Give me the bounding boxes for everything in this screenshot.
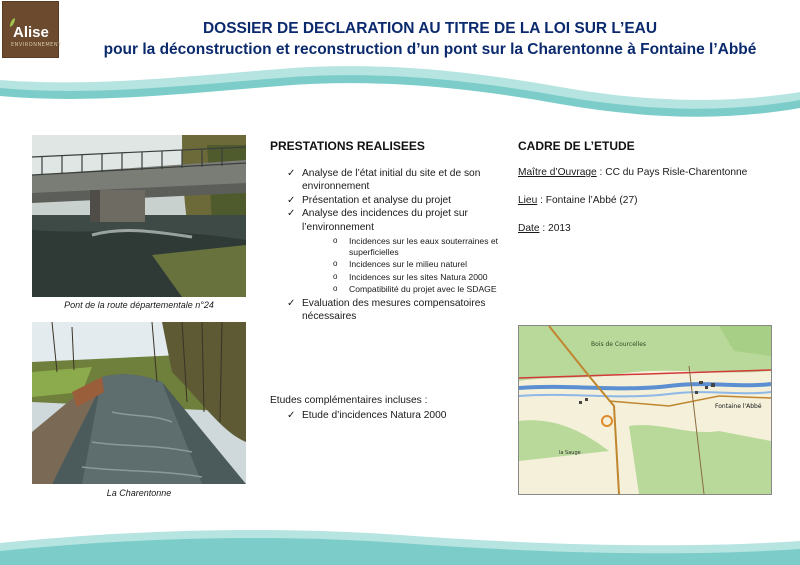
- maitre-ouvrage-line: [518, 167, 747, 178]
- list-item: [285, 207, 500, 234]
- river-photo: [32, 322, 246, 484]
- circle-bullet-icon: o: [333, 236, 338, 246]
- checkmark-icon: ✓: [287, 194, 296, 206]
- sub-list-item: [333, 259, 500, 270]
- list-item-label: Etude d’incidences Natura 2000: [302, 410, 447, 421]
- prestations-heading: PRESTATIONS REALISEES: [270, 139, 425, 153]
- bridge-photo-caption: Pont de la route départementale n°24: [64, 300, 214, 310]
- checkmark-icon: ✓: [287, 410, 296, 421]
- sub-list-item: [333, 284, 500, 295]
- circle-bullet-icon: o: [333, 271, 338, 281]
- company-logo: [3, 2, 62, 57]
- map-label-bois: Bois de Courcelles: [591, 341, 647, 348]
- list-item-label: Analyse de l’état initial du site et de son environnement: [302, 168, 481, 193]
- sub-item-label: Compatibilité du projet avec le SDAGE: [349, 283, 497, 294]
- logo-subtitle: ENVIRONNEMENT: [11, 42, 62, 48]
- map-label-place: la Sauge: [559, 450, 581, 456]
- date-line: [518, 223, 571, 234]
- lieu-value: : Fontaine l’Abbé (27): [537, 195, 638, 206]
- incidences-sublist: [285, 236, 500, 295]
- extra-studies-list: [285, 409, 500, 422]
- sub-item-label: Incidences sur le milieu naturel: [349, 259, 467, 270]
- title-line-1: DOSSIER DE DECLARATION AU TITRE DE LA LOI SUR L’EAU: [202, 20, 658, 37]
- logo-brand: Alise: [13, 24, 49, 41]
- date-label: Date: [518, 223, 540, 234]
- list-item-label: Evaluation des mesures compensatoires nécessaires: [302, 298, 486, 323]
- checkmark-icon: ✓: [287, 168, 296, 179]
- title-line-2: pour la déconstruction et reconstruction d’un pont sur la Charentonne à Fontaine l’Abbé: [103, 41, 757, 58]
- prestations-list: [285, 167, 500, 324]
- list-item: [285, 194, 500, 207]
- map-label-town: Fontaine l'Abbé: [715, 403, 762, 410]
- extra-studies-heading: Etudes complémentaires incluses :: [270, 395, 428, 406]
- lieu-label: Lieu: [518, 195, 538, 206]
- river-photo-caption: La Charentonne: [106, 488, 172, 498]
- list-item-label: Présentation et analyse du projet: [302, 194, 451, 206]
- list-item: [285, 409, 500, 422]
- sub-item-label: Incidences sur les sites Natura 2000: [349, 271, 488, 282]
- circle-bullet-icon: o: [333, 259, 338, 269]
- maitre-ouvrage-value: : CC du Pays Risle-Charentonne: [596, 167, 748, 178]
- list-item: [285, 167, 500, 194]
- cadre-heading: CADRE DE L’ETUDE: [518, 139, 635, 153]
- footer-wave: [0, 513, 800, 565]
- list-item-label: Analyse des incidences du projet sur l’environnement: [302, 208, 468, 233]
- list-item: [285, 297, 500, 324]
- location-map: [518, 325, 772, 495]
- sub-list-item: [333, 272, 500, 283]
- date-value: : 2013: [539, 223, 571, 234]
- circle-bullet-icon: o: [333, 283, 338, 293]
- maitre-ouvrage-label: Maître d’Ouvrage: [518, 167, 597, 178]
- sub-list-item: [333, 236, 500, 258]
- checkmark-icon: ✓: [287, 208, 296, 220]
- lieu-line: [518, 195, 638, 206]
- page-title: [70, 18, 790, 60]
- sub-item-label: Incidences sur les eaux souterraines et superficielles: [349, 236, 499, 258]
- checkmark-icon: ✓: [287, 298, 296, 310]
- bridge-photo: [32, 135, 246, 297]
